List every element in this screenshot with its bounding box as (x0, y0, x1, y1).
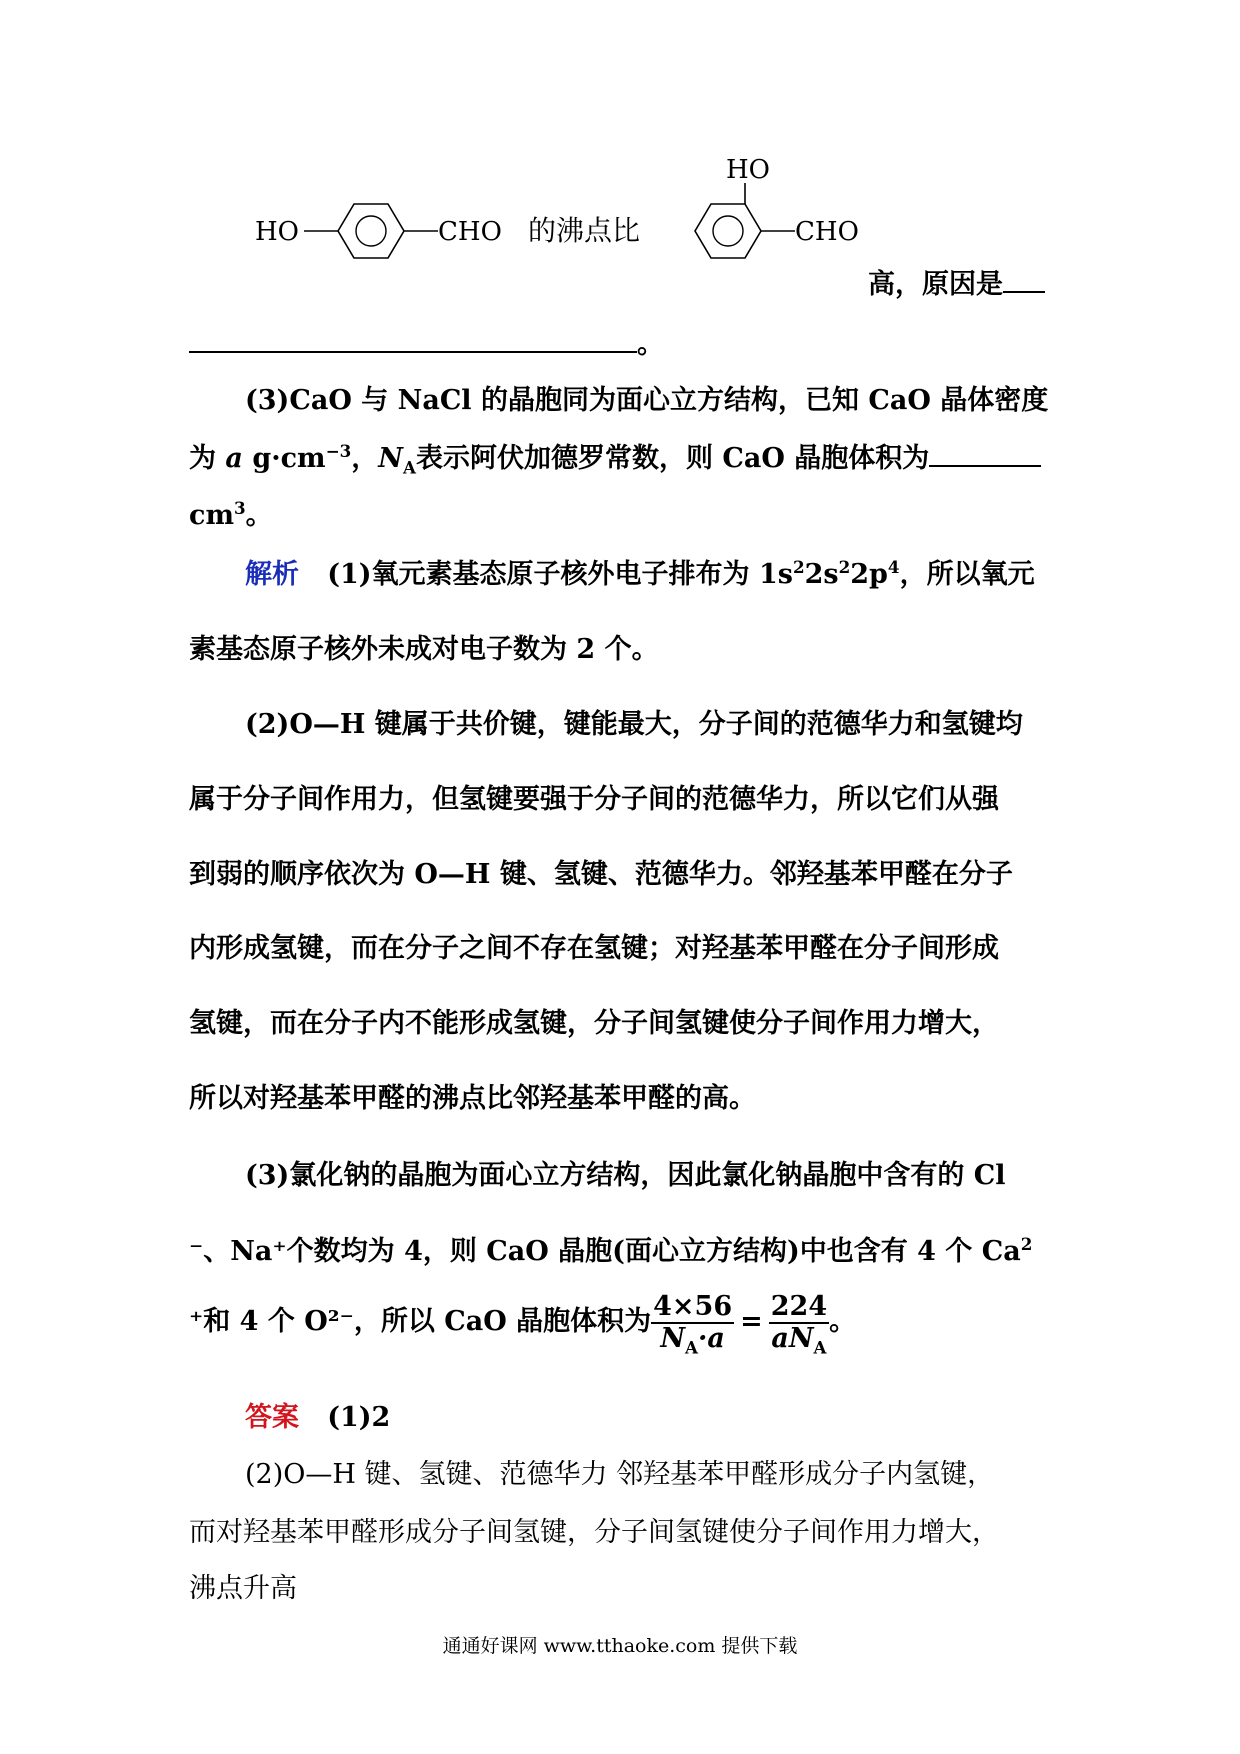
analysis-p3-line1: (3)氯化钠的晶胞为面心立方结构，因此氯化钠晶胞中含有的 Cl (245, 1160, 1006, 1191)
right-cho-label: CHO (795, 217, 859, 247)
right-benzene-ring (695, 204, 761, 258)
answer-blank (929, 464, 1041, 467)
q2-tail-text: 高，原因是 (868, 269, 1003, 300)
analysis-text: 2s (804, 559, 839, 590)
var-n: N (378, 443, 403, 474)
q3-line1: (3)CaO 与 NaCl 的晶胞同为面心立方结构，已知 CaO 晶体密度 (245, 385, 1049, 416)
analysis-label: 解析 (245, 559, 299, 590)
fraction-2 (769, 1291, 829, 1358)
analysis-text: ⁺和 4 个 O²⁻，所以 CaO 晶胞体积为 (189, 1306, 652, 1338)
q3-unit: g·cm (252, 443, 326, 474)
analysis-end: 。 (829, 1306, 857, 1338)
fraction-1-denominator: $N_A\cdot a$ (660, 1322, 725, 1358)
q3-line2 (189, 436, 1041, 478)
fraction-2-numerator: 224 (770, 1291, 828, 1322)
right-ho-label: HO (726, 155, 770, 185)
analysis-text: ⁻、Na⁺个数均为 4，则 CaO 晶胞(面心立方结构)中也含有 4 个 Ca (189, 1236, 1021, 1267)
exp: 2 (1020, 1234, 1033, 1254)
analysis-p3-line3 (189, 1291, 857, 1358)
exp: 2 (838, 557, 851, 577)
analysis-p2-line1: (2)O—H 键属于共价键，键能最大，分子间的范德华力和氢键均 (245, 709, 1023, 740)
q3-text-2: 表示阿伏加德罗常数，则 CaO 晶胞体积为 (415, 443, 930, 474)
left-ring-circle (356, 216, 386, 246)
equals-sign: = (740, 1306, 763, 1338)
analysis-p2-line5: 氢键，而在分子内不能形成氢键，分子间氢键使分子间作用力增大， (189, 1008, 999, 1039)
answer-1: (1)2 (327, 1402, 391, 1433)
answer-line2: (2)O—H 键、氢键、范德华力 邻羟基苯甲醛形成分子内氢键， (245, 1459, 995, 1490)
q2-tail-line (868, 262, 1045, 301)
answer-blank (1003, 290, 1045, 293)
analysis-p2-line4: 内形成氢键，而在分子之间不存在氢键；对羟基苯甲醛在分子间形成 (189, 933, 999, 964)
fraction-1-numerator: 4×56 (653, 1291, 733, 1322)
answer-line3: 而对羟基苯甲醛形成分子间氢键，分子间氢键使分子间作用力增大， (189, 1517, 999, 1548)
answer-blank (189, 350, 637, 353)
answer-line4: 沸点升高 (189, 1573, 297, 1604)
q2-blank-line (189, 322, 664, 361)
right-ring-circle (713, 216, 743, 246)
q3-comma: ， (351, 443, 379, 474)
left-cho-label: CHO (438, 217, 502, 247)
left-benzene-ring (338, 204, 404, 258)
var-a: a (225, 443, 243, 474)
fraction-1 (651, 1291, 734, 1358)
left-ho-label: HO (255, 217, 299, 247)
analysis-text: 2p (850, 559, 888, 590)
analysis-p2-line3: 到弱的顺序依次为 O—H 键、氢键、范德华力。邻羟基苯甲醛在分子 (189, 859, 1013, 890)
page-footer: 通通好课网 www.tthaoke.com 提供下载 (442, 1635, 798, 1657)
q3-line3 (189, 493, 273, 532)
exp: 2 (792, 557, 805, 577)
fraction-2-denominator: $aN_A$ (771, 1322, 827, 1358)
analysis-p2-line2: 属于分子间作用力，但氢键要强于分子间的范德华力，所以它们从强 (189, 784, 999, 815)
analysis-p2-line6: 所以对羟基苯甲醛的沸点比邻羟基苯甲醛的高。 (189, 1083, 756, 1114)
middle-text: 的沸点比 (528, 214, 641, 247)
q2-end: 。 (637, 329, 664, 360)
answer-line1 (245, 1395, 390, 1434)
var-n-sub: A (402, 457, 416, 478)
analysis-p3-line2 (189, 1229, 1032, 1268)
q3-exp-3: 3 (234, 498, 246, 518)
q3-end: 。 (245, 500, 273, 531)
analysis-p1-line2: 素基态原子核外未成对电子数为 2 个。 (189, 634, 659, 665)
q3-unit-cm: cm (189, 500, 235, 531)
analysis-text: ，所以氧元 (899, 559, 1035, 590)
q3-text: 为 (189, 443, 216, 474)
exp: 4 (887, 557, 900, 577)
analysis-p1-line1 (245, 552, 1035, 591)
answer-label: 答案 (245, 1402, 299, 1433)
q3-exp: −3 (325, 441, 352, 461)
structure-diagram (250, 148, 870, 278)
analysis-text: (1)氧元素基态原子核外电子排布为 1s (327, 559, 793, 590)
